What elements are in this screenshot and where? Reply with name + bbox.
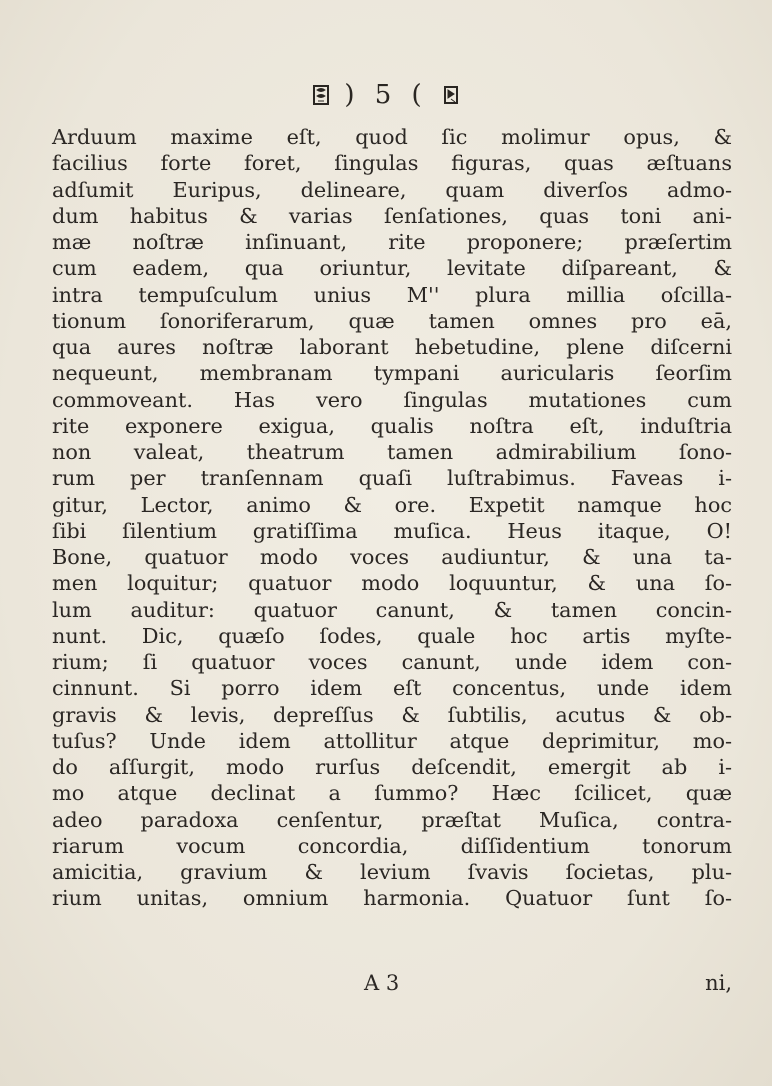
text-line: gravis & levis, depreſſus & ſubtilis, acutus & ob- bbox=[52, 702, 732, 727]
text-line: adeo paradoxa cenſentur, præſtat Muſica, contra- bbox=[52, 807, 732, 832]
text-line: cinnunt. Si porro idem eſt concentus, unde idem bbox=[52, 676, 732, 701]
printer-ornament-icon bbox=[442, 83, 460, 105]
text-line: rite exponere exigua, qualis noſtra eſt, induſtria bbox=[52, 413, 732, 438]
text-line: qua aures noſtræ laborant hebetudine, plene diſcerni bbox=[52, 335, 732, 359]
catchword: ni, bbox=[705, 971, 732, 995]
text-line: tionum ſonoriferarum, quæ tamen omnes pro eā, bbox=[52, 308, 732, 333]
page-number: ) 5 ( bbox=[344, 80, 428, 110]
text-line: do aſſurgit, modo rurſus deſcendit, emergit ab i- bbox=[52, 755, 732, 779]
text-line: ſibi ſilentium gratiſſima muſica. Heus itaque, O! bbox=[52, 518, 732, 543]
text-line: mæ noſtræ inſinuant, rite proponere; præſertim bbox=[52, 230, 732, 254]
text-line: rium unitas, omnium harmonia. Quatuor ſunt ſo- bbox=[52, 886, 732, 911]
text-line: gitur, Lector, animo & ore. Expetit namque hoc bbox=[52, 492, 732, 517]
text-line: dum habitus & varias ſenſationes, quas toni ani- bbox=[52, 203, 732, 228]
text-line: commoveant. Has vero ſingulas mutationes cum bbox=[52, 387, 732, 412]
text-line: amicitia, gravium & levium ſvavis ſocietas, plu- bbox=[52, 860, 732, 884]
text-line: Bone, quatuor modo voces audiuntur, & una ta- bbox=[52, 545, 732, 569]
text-line: men loquitur; quatuor modo loquuntur, & una ſo- bbox=[52, 571, 732, 596]
text-line: nequeunt, membranam tympani auricularis ſeorſim bbox=[52, 361, 732, 386]
text-line: rum per tranſennam quaſi luſtrabimus. Faveas i- bbox=[52, 466, 732, 491]
text-line: mo atque declinat a ſummo? Hæc ſcilicet, quæ bbox=[52, 781, 732, 806]
text-line: nunt. Dic, quæſo ſodes, quale hoc artis myſte- bbox=[52, 623, 732, 648]
text-line: intra tempuſculum unius M'' plura millia oſcilla- bbox=[52, 282, 732, 307]
page-header bbox=[0, 80, 772, 110]
text-line: adſumit Euripus, delineare, quam diverſos admo- bbox=[52, 177, 732, 202]
signature-mark: A 3 bbox=[364, 971, 400, 995]
text-line: non valeat, theatrum tamen admirabilium ſono- bbox=[52, 440, 732, 464]
text-line: riarum vocum concordia, diſſidentium tonorum bbox=[52, 833, 732, 858]
page-footer bbox=[52, 971, 732, 1001]
text-line: facilius forte foret, ſingulas figuras, quas æſtuans bbox=[52, 151, 732, 176]
text-line: rium; ſi quatuor voces canunt, unde idem con- bbox=[52, 650, 732, 674]
printer-ornament-icon bbox=[312, 83, 330, 105]
text-line: tuſus? Unde idem attollitur atque deprimitur, mo- bbox=[52, 728, 732, 753]
latin-body-text bbox=[52, 124, 732, 912]
text-line: Arduum maxime eſt, quod ſic molimur opus, & bbox=[52, 125, 732, 149]
text-line: lum auditur: quatuor canunt, & tamen concin- bbox=[52, 597, 732, 622]
text-line: cum eadem, qua oriuntur, levitate diſpareant, & bbox=[52, 256, 732, 281]
